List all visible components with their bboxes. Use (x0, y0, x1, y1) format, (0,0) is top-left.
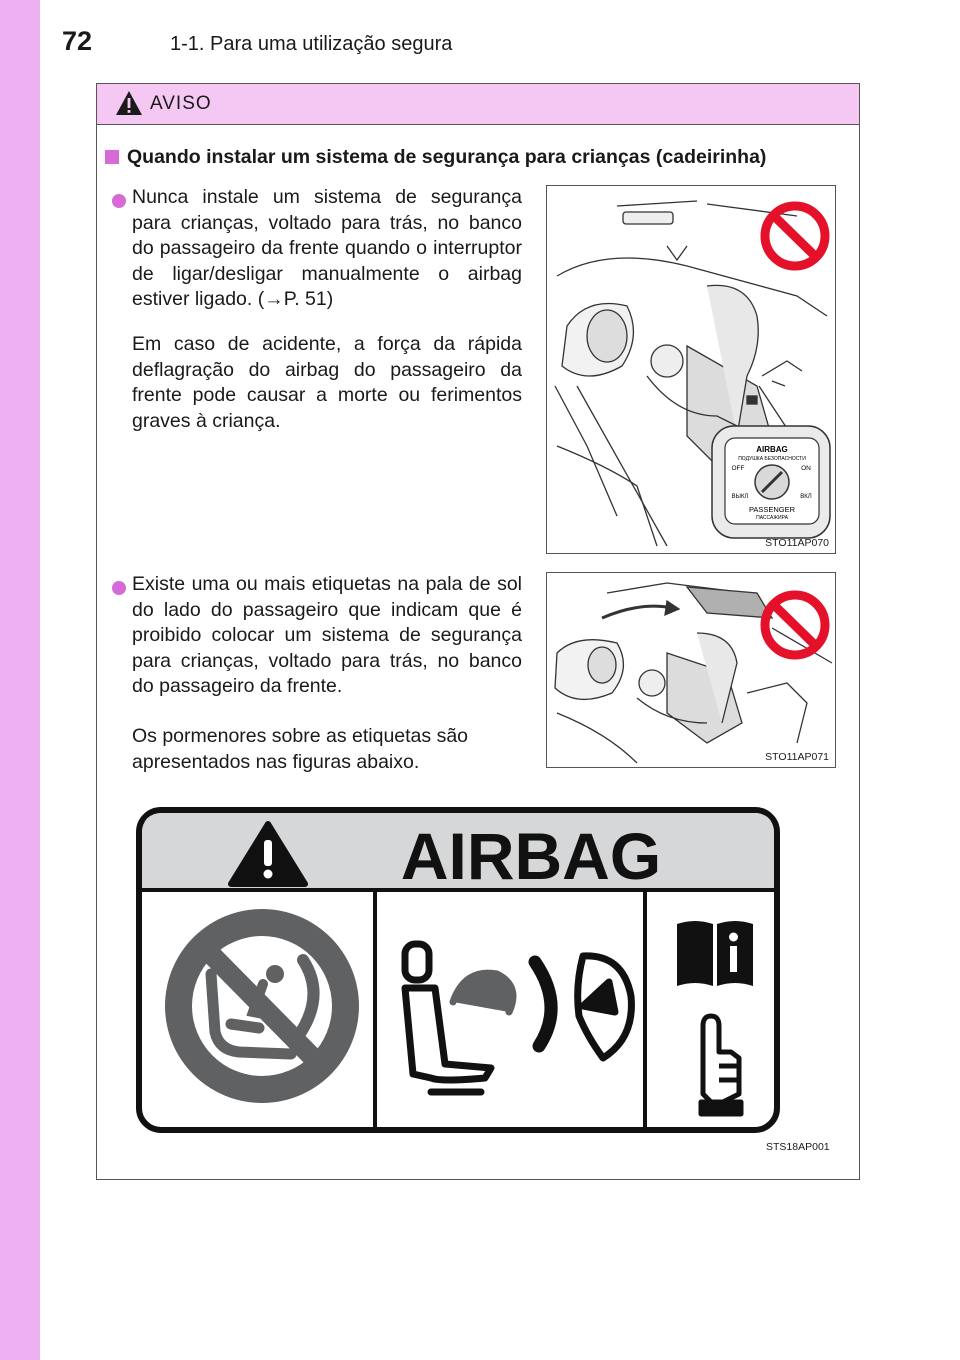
figure-1-code: STO11AP070 (765, 537, 829, 549)
bullet1-text: Nunca instale um sistema de segurança para crianças, voltado para trás, no banco do passageiro da frente quando o interruptor de ligar/desligar manualmente o airbag estiver ligado. (→P. 51) (132, 186, 522, 310)
switch-off-label: OFF (731, 465, 745, 472)
subheading-text: Quando instalar um sistema de segurança para crianças (cadeirinha) (127, 146, 767, 168)
warning-box (96, 83, 860, 1180)
airbag-switch-icon (712, 426, 830, 538)
switch-subtitle: ПОДУШКА БЕЗОПАСНОСТИ (738, 456, 806, 462)
prohibition-sign-1-icon (765, 206, 825, 266)
bullet-dot-icon (112, 581, 126, 595)
section-title: 1-1. Para uma utilização segura (170, 33, 453, 55)
figure-2 (546, 572, 836, 768)
prohibition-sign-2-icon (765, 595, 825, 655)
car-interior-illustration (547, 186, 835, 553)
figure-1 (546, 185, 836, 554)
warning-triangle-icon (115, 90, 143, 116)
subheading (105, 146, 766, 169)
figure-3-code: STS18AP001 (766, 1141, 830, 1153)
switch-title: AIRBAG (756, 445, 788, 454)
square-bullet-icon (105, 150, 119, 164)
switch-passenger-label: PASSENGER (748, 505, 796, 514)
switch-vykl-label: ВЫКЛ (731, 494, 749, 500)
switch-on-label: ON (801, 465, 811, 472)
sun-visor-illustration (547, 573, 835, 767)
figure-2-code: STO11AP071 (765, 751, 829, 763)
no-rear-facing-seat-icon (165, 909, 359, 1103)
warning-header (97, 84, 859, 125)
switch-vkl-label: ВКЛ (800, 494, 812, 500)
warning-header-text: AVISO (150, 93, 212, 114)
switch-passenger-ru-label: ПАССАЖИРА (756, 515, 788, 521)
page-number: 72 (62, 26, 93, 56)
bullet2-text: Existe uma ou mais etiquetas na pala de sol do lado do passageiro que indicam que é proibido colocar um sistema de segurança para crianças, voltado para trás, no banco do passageiro da frente. (132, 573, 522, 697)
side-strip (0, 0, 40, 1360)
airbag-warning-label (135, 806, 821, 1146)
label-title: AIRBAG (400, 819, 662, 893)
bullet2-text2: Os pormenores sobre as etiquetas são apresentados nas figuras abaixo. (132, 725, 469, 773)
bullet-dot-icon (112, 194, 126, 208)
bullet1-text2: Em caso de acidente, a força da rápida deflagração do airbag do passageiro da frente pode causar a morte ou ferimentos graves à criança. (132, 333, 522, 432)
